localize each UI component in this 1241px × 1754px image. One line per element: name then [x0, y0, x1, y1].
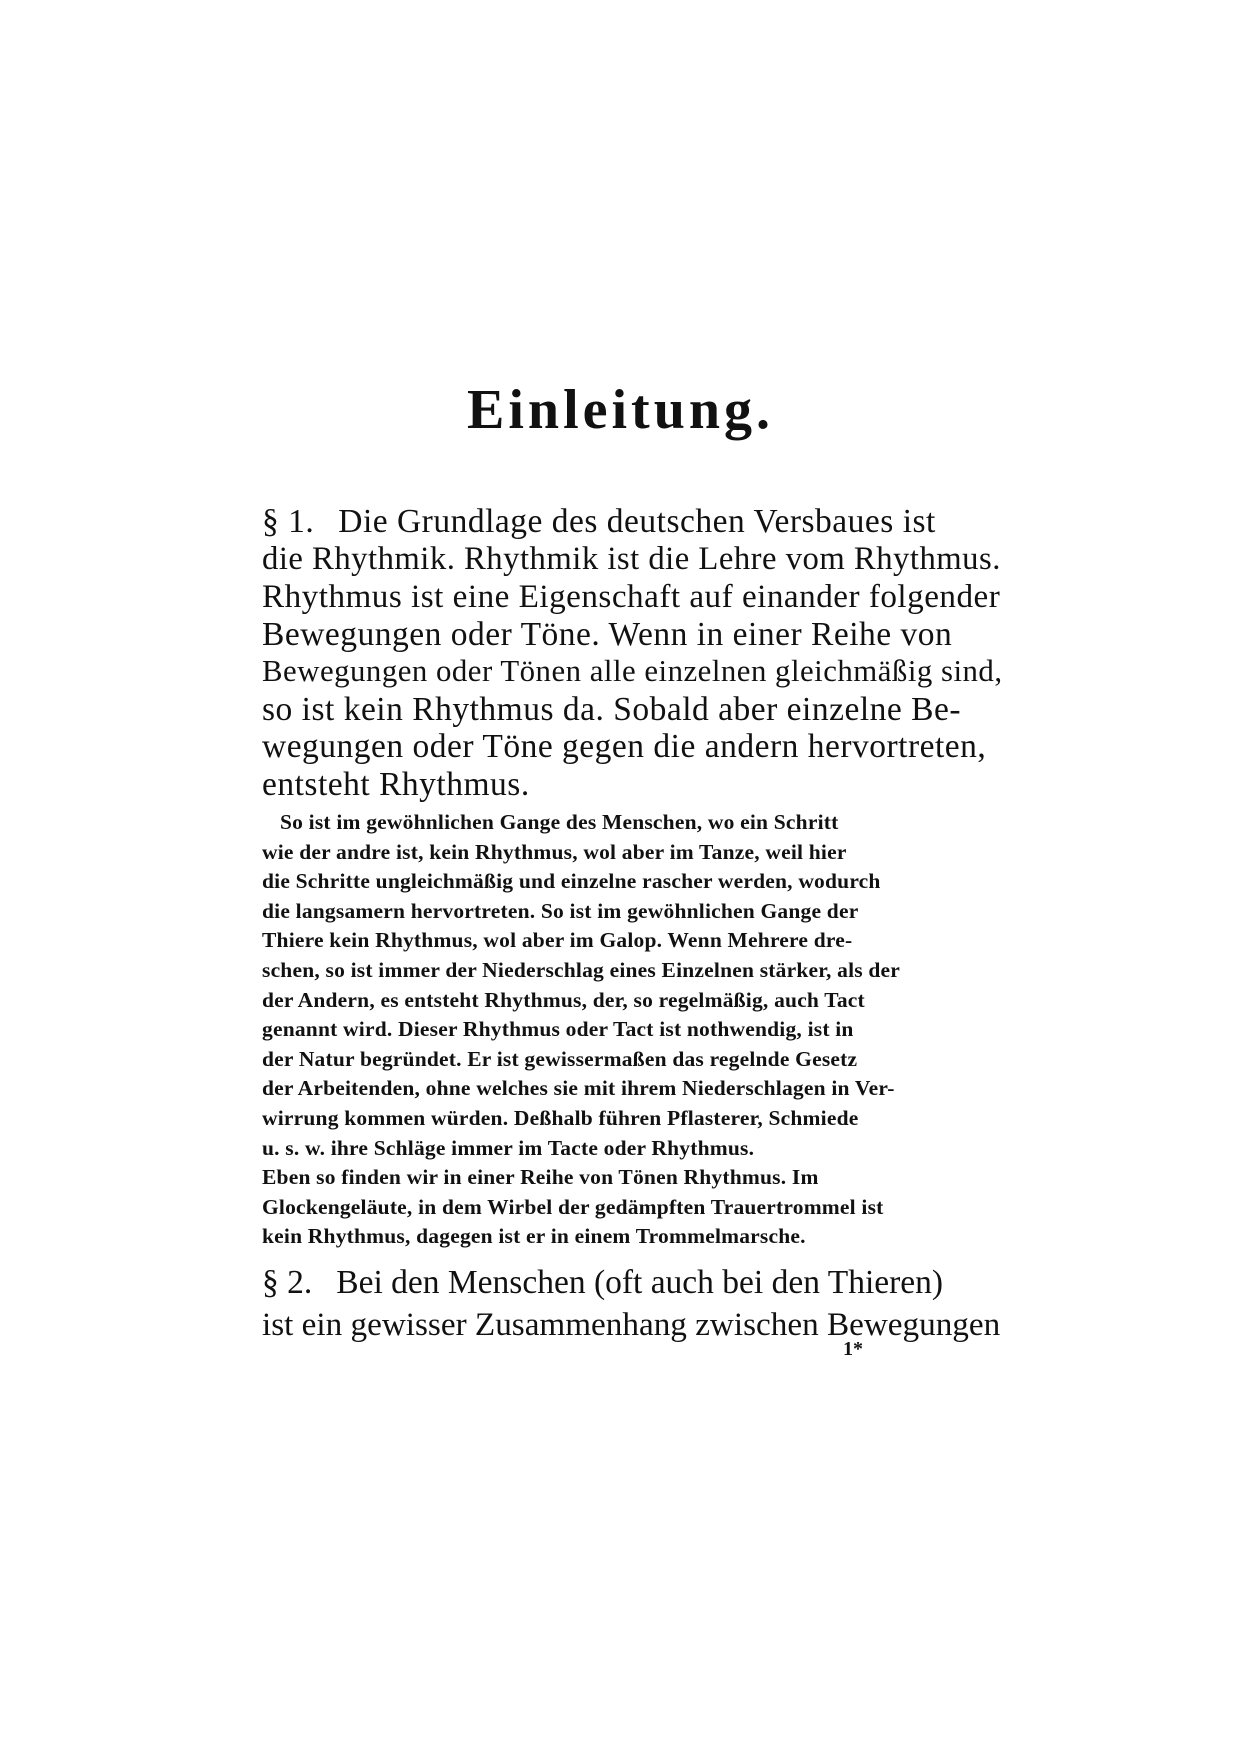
page-title: Einleitung.	[467, 379, 774, 441]
section-1-mark: § 1.	[262, 503, 315, 540]
note-paragraph	[262, 808, 1004, 1252]
section-1-line: § 1. Die Grundlage des deutschen Versbaues ist	[262, 503, 936, 540]
note-line: wie der andre ist, kein Rhythmus, wol aber im Tanze, weil hier	[262, 839, 847, 864]
section-1-line: die Rhythmik. Rhythmik ist die Lehre vom Rhythmus.	[262, 540, 1001, 577]
printer-signature-mark: 1*	[843, 1338, 863, 1360]
note-line: Glockengeläute, in dem Wirbel der gedämpften Trauertrommel ist	[262, 1194, 884, 1219]
section-2-paragraph	[262, 1262, 1004, 1346]
note-line: die Schritte ungleichmäßig und einzelne rascher werden, wodurch	[262, 869, 881, 894]
section-1-line: Rhythmus ist eine Eigenschaft auf einander folgender	[262, 578, 1001, 615]
section-1-line: Bewegungen oder Tönen alle einzelnen gleichmäßig sind,	[262, 654, 1003, 688]
note-line: schen, so ist immer der Niederschlag eines Einzelnen stärker, als der	[262, 957, 901, 982]
note-line: die langsamern hervortreten. So ist im gewöhnlichen Gange der	[262, 898, 859, 923]
section-1-line: so ist kein Rhythmus da. Sobald aber einzelne Be-	[262, 690, 962, 728]
note-line: der Natur begründet. Er ist gewissermaßen das regelnde Gesetz	[262, 1046, 858, 1071]
section-2-mark: § 2.	[262, 1264, 313, 1301]
section-1-line: Bewegungen oder Töne. Wenn in einer Reihe von	[262, 615, 953, 653]
section-2-line: ist ein gewisser Zusammenhang zwischen Bewegungen	[262, 1306, 1001, 1343]
note-line: Thiere kein Rhythmus, wol aber im Galop. Wenn Mehrere dre-	[262, 928, 853, 953]
note-line: u. s. w. ihre Schläge immer im Tacte oder Rhythmus.	[262, 1135, 755, 1160]
note-line: So ist im gewöhnlichen Gange des Menschen, wo ein Schritt	[280, 810, 839, 834]
section-1-paragraph	[262, 503, 1004, 803]
note-line: wirrung kommen würden. Deßhalb führen Pflasterer, Schmiede	[262, 1105, 859, 1130]
section-2-line: § 2. Bei den Menschen (oft auch bei den Thieren)	[262, 1264, 944, 1301]
note-line: der Andern, es entsteht Rhythmus, der, so regelmäßig, auch Tact	[262, 987, 865, 1012]
section-1-line: entsteht Rhythmus.	[262, 765, 530, 803]
note-line: genannt wird. Dieser Rhythmus oder Tact ist nothwendig, ist in	[262, 1017, 854, 1042]
note-line: Eben so finden wir in einer Reihe von Tönen Rhythmus. Im	[262, 1165, 819, 1190]
note-line: der Arbeitenden, ohne welches sie mit ihrem Niederschlagen in Ver-	[262, 1076, 895, 1101]
note-line: kein Rhythmus, dagegen ist er in einem Trommelmarsche.	[262, 1224, 806, 1249]
section-1-line: wegungen oder Töne gegen die andern hervortreten,	[262, 728, 987, 765]
